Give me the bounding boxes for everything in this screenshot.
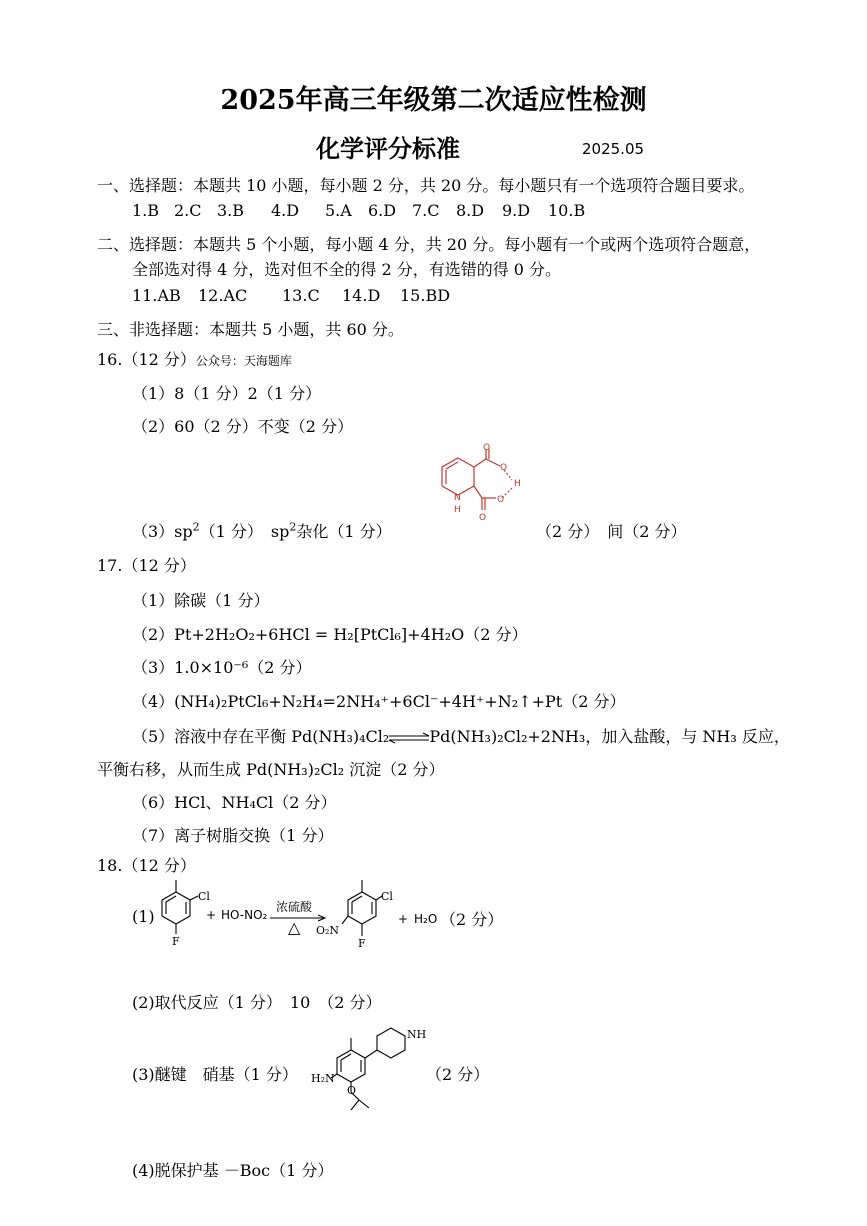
q16-atom-o-bot1: O [479,513,487,523]
q18-answer-1-label: (1) [132,907,155,926]
part2-heading-line1: 二、选择题：本题共 5 个小题，每小题 4 分，共 20 分。每小题有一个或两个选项符合题意， [97,235,761,254]
q18-product-structure [312,872,392,962]
answer-3: 3.B [217,201,245,220]
q18-reactant-cl: Cl [198,890,210,903]
q17-answer-6: （6）HCl、NH₄Cl（2 分） [132,793,337,812]
q18-answer-4: (4)脱保护基 －Boc（1 分） [132,1161,334,1180]
answer-15: 15.BD [400,286,451,305]
part3-heading: 三、非选择题：本题共 5 小题，共 60 分。 [97,320,404,339]
q16-molecule-structure [430,443,540,528]
answer-2: 2.C [174,201,202,220]
answer-12: 12.AC [198,286,248,305]
answer-1: 1.B [132,201,160,220]
q18-answer-1-score: （2 分） [440,910,504,929]
q18-product-no2: O₂N [316,924,340,937]
q17-answer-3: （3）1.0×10⁻⁶（2 分） [132,658,312,677]
q18-reagent: HO-NO₂ [221,908,268,922]
q16-note: 公众号：天海题库 [195,354,292,368]
answer-5: 5.A [325,201,352,220]
equilibrium-arrow-icon [389,733,429,743]
q17-answer-2: （2）Pt+2H₂O₂+6HCl = H₂[PtCl₆]+4H₂O（2 分） [132,625,528,644]
q18-answer-2: (2)取代反应（1 分） 10 （2 分） [132,993,382,1012]
answer-6: 6.D [368,201,397,220]
q17-label: 17.（12 分） [97,556,196,575]
q18-atom-nh: NH [407,1028,427,1041]
q18-answer-3-score: （2 分） [426,1065,490,1084]
answer-4: 4.D [271,201,300,220]
answer-7: 7.C [412,201,440,220]
q18-plus-1: + [206,908,217,922]
q18-atom-h2n: H₂N [311,1072,335,1085]
answer-11: 11.AB [132,286,181,305]
q18-reactant-structure [152,872,212,952]
part1-heading: 一、选择题：本题共 10 小题，每小题 2 分，共 20 分。每小题只有一个选项符合题目要求。 [97,176,755,195]
q17-answer-5-line1: （5）溶液中存在平衡 Pd(NH₃)₄Cl₂ Pd(NH₃)₂Cl₂+2NH₃，加入盐酸，与 NH₃ 反应， [132,727,790,746]
q17-answer-7: （7）离子树脂交换（1 分） [132,826,334,845]
q18-product-f: F [358,937,366,950]
q18-answer-3-structure [305,1020,435,1120]
q16-score-label: 16.（12 分） [97,350,196,369]
q16-answer-2: （2）60（2 分）不变（2 分） [132,417,354,436]
q16-answer-1: （1）8（1 分）2（1 分） [132,384,322,403]
q18-condition-top: 浓硫酸 [276,900,313,914]
answer-8: 8.D [456,201,485,220]
q16-label [97,347,292,370]
q18-condition-bottom: △ [288,918,301,937]
q18-plus-2: + [398,912,409,926]
q18-product-cl: Cl [381,890,393,903]
q16-atom-o-top1: O [483,443,491,453]
q18-atom-o: O [347,1084,357,1097]
answer-9: 9.D [502,201,531,220]
q16-answer-3: $(3)sp^2(1$ 分） $sp^2$杂化（1 分） [132,520,392,541]
q18-reactant-f: F [172,935,180,948]
page-title: 2025年高三年级第二次适应性检测 [220,85,647,116]
page-subtitle: 化学评分标准 [316,134,460,163]
q16-answer-3-score: （2 分） 间（2 分） [536,522,687,541]
q18-water: H₂O [414,912,438,926]
q16-atom-h-bottom: H [454,505,461,515]
answer-14: 14.D [342,286,381,305]
exam-date: 2025.05 [582,140,645,158]
answer-13: 13.C [282,286,320,305]
answer-10: 10.B [548,201,586,220]
q18-label: 18.（12 分） [97,856,196,875]
q16-atom-o-bot2: O [497,495,505,505]
q16-atom-h: H [514,479,521,489]
q17-answer-1: （1）除碳（1 分） [132,591,270,610]
q16-atom-n: N [454,493,461,503]
part2-heading-line2: 全部选对得 4 分，选对但不全的得 2 分，有选错的得 0 分。 [132,260,562,279]
q17-answer-4: （4）(NH₄)₂PtCl₆+N₂H₄=2NH₄⁺+6Cl⁻+4H⁺+N₂↑+Pt（2 分） [132,692,626,711]
q18-answer-3: (3)醚键 硝基（1 分） [132,1065,298,1084]
q16-atom-o-top2: O [500,463,508,473]
q17-answer-5-line2: 平衡右移，从而生成 Pd(NH₃)₂Cl₂ 沉淀（2 分） [97,760,445,779]
